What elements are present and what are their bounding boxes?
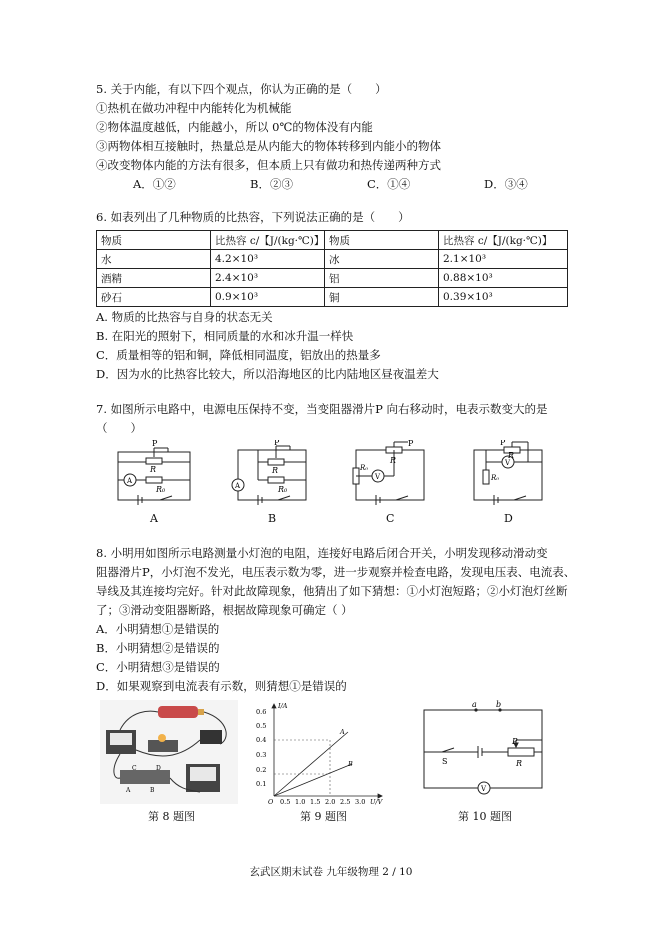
q5-option-d[interactable]: D．③④ — [484, 177, 528, 191]
table-cell: 0.88×10³ — [439, 269, 568, 288]
graph-ytick: 0.4 — [256, 736, 267, 744]
graph-xtick: 1.0 — [295, 798, 306, 806]
resistor-label-r: R — [508, 451, 515, 460]
slider-label-p: P — [408, 440, 414, 448]
q5-item-4: ④改变物体内能的方法有很多，但本质上只有做功和热传递两种方式 — [96, 158, 441, 172]
terminal-label-c: C — [132, 765, 137, 772]
table-cell: 2.4×10³ — [211, 269, 325, 288]
node-label-b: b — [496, 700, 502, 709]
table-cell: 铜 — [325, 288, 439, 307]
table-cell: 2.1×10³ — [439, 250, 568, 269]
circuit-diagram-a — [110, 440, 200, 510]
resistor-label-r0: R₀ — [156, 485, 166, 494]
q7-label-c: C — [386, 512, 395, 525]
graph-line-b-label: B — [348, 760, 353, 768]
q8-option-d[interactable]: D．如果观察到电流表有示数，则猜想①是错误的 — [96, 679, 347, 693]
graph-xtick: 2.0 — [325, 798, 336, 806]
voltmeter-icon: V — [505, 459, 511, 467]
q5-option-c[interactable]: C．①④ — [367, 177, 411, 191]
graph-origin: O — [268, 798, 274, 806]
circuit-diagram-c — [346, 440, 436, 510]
table-cell: 酒精 — [97, 269, 211, 288]
figure-9-graph — [256, 700, 388, 806]
table-cell: 冰 — [325, 250, 439, 269]
q7-label-b: B — [268, 512, 277, 525]
q7-stem-cont: （ ） — [96, 421, 142, 435]
q5-item-1: ①热机在做功冲程中内能转化为机械能 — [96, 101, 292, 115]
table-header-row — [97, 231, 568, 250]
q8-stem-line-1: 8. 小明用如图所示电路测量小灯泡的电阻，连接好电路后闭合开关，小明发现移动滑动变 — [96, 546, 548, 560]
resistor-label-r0: R₀ — [360, 464, 369, 472]
terminal-label-a: A — [126, 787, 131, 794]
q8-stem-line-3: 导线及其连接均完好。针对此故障现象，他猜出了如下猜想：①小灯泡短路；②小灯泡灯丝断 — [96, 584, 568, 598]
circuit-diagram-b — [228, 440, 318, 510]
figure-8-apparatus — [100, 700, 238, 804]
q6-stem: 6. 如表列出了几种物质的比热容，下列说法正确的是（ ） — [96, 210, 410, 224]
table-header-cell: 物质 — [97, 231, 211, 250]
voltmeter-icon: V — [375, 473, 381, 481]
page-footer: 玄武区期末试卷 九年级物理 2 / 10 — [249, 866, 413, 878]
slider-label-p: P — [152, 440, 158, 448]
specific-heat-table — [96, 230, 568, 307]
q5-item-3: ③两物体相互接触时，热量总是从内能大的物体转移到内能小的物体 — [96, 139, 441, 153]
q6-option-c[interactable]: C．质量相等的铝和铜，降低相同温度，铝放出的热量多 — [96, 348, 381, 362]
resistor-label-r0: R₀ — [278, 485, 288, 494]
table-row — [97, 269, 568, 288]
slider-label-p: P — [500, 440, 506, 447]
q7-label-a: A — [150, 512, 158, 525]
q8-option-c[interactable]: C．小明猜想③是错误的 — [96, 660, 220, 674]
ammeter-icon: A — [235, 482, 241, 490]
graph-ytick: 0.3 — [256, 751, 267, 759]
voltmeter-icon: V — [481, 785, 487, 793]
table-cell: 0.9×10³ — [211, 288, 325, 307]
slider-label-p: P — [274, 440, 280, 447]
q8-option-a[interactable]: A．小明猜想①是错误的 — [96, 622, 220, 636]
figure-10-caption: 第 10 题图 — [458, 810, 512, 823]
table-row — [97, 250, 568, 269]
table-header-cell: 比热容 c/【J/(kg·℃)】 — [439, 231, 568, 250]
resistor-label-r: R — [150, 465, 157, 474]
graph-ytick: 0.1 — [256, 780, 267, 788]
slider-label-p: P — [512, 737, 518, 746]
graph-ytick: 0.2 — [256, 766, 267, 774]
q5-item-2: ②物体温度越低，内能越小，所以 0℃的物体没有内能 — [96, 120, 373, 134]
q7-stem: 7. 如图所示电路中，电源电压保持不变，当变阻器滑片P 向右移动时，电表示数变大的是 — [96, 402, 548, 416]
graph-xtick: 1.5 — [310, 798, 321, 806]
table-cell: 水 — [97, 250, 211, 269]
table-cell: 铝 — [325, 269, 439, 288]
q5-option-b[interactable]: B．②③ — [250, 177, 293, 191]
node-label-a: a — [472, 700, 477, 709]
resistor-label-r: R — [272, 466, 279, 475]
graph-line-a-label: A — [340, 728, 345, 736]
table-cell: 0.39×10³ — [439, 288, 568, 307]
q5-option-a[interactable]: A．①② — [133, 177, 176, 191]
q6-option-b[interactable]: B. 在阳光的照射下，相同质量的水和冰升温一样快 — [96, 329, 354, 343]
q8-option-b[interactable]: B．小明猜想②是错误的 — [96, 641, 220, 655]
q7-label-d: D — [504, 512, 513, 525]
terminal-label-d: D — [156, 765, 161, 772]
figure-9-caption: 第 9 题图 — [300, 810, 347, 823]
q6-option-d[interactable]: D．因为水的比热容比较大，所以沿海地区的比内陆地区昼夜温差大 — [96, 367, 439, 381]
table-header-cell: 比热容 c/【J/(kg·℃)】 — [211, 231, 325, 250]
terminal-label-b: B — [150, 787, 155, 794]
q8-stem-line-2: 阻器滑片P，小灯泡不发光，电压表示数为零，进一步观察并检查电路，发现电压表、电流表、 — [96, 565, 576, 579]
table-header-cell: 物质 — [325, 231, 439, 250]
resistor-label-r0: R₀ — [491, 474, 500, 482]
figure-10-circuit — [416, 700, 550, 804]
table-row — [97, 288, 568, 307]
graph-xtick: 3.0 — [355, 798, 366, 806]
table-cell: 4.2×10³ — [211, 250, 325, 269]
q8-stem-line-4: 了；③滑动变阻器断路，根据故障现象可确定（ ） — [96, 603, 353, 617]
graph-ytick: 0.6 — [256, 708, 267, 716]
resistor-label-r: R — [516, 759, 523, 768]
table-cell: 砂石 — [97, 288, 211, 307]
graph-xtick: 2.5 — [340, 798, 351, 806]
graph-ytick: 0.5 — [256, 722, 267, 730]
graph-ylabel: I/A — [278, 702, 288, 710]
figure-8-caption: 第 8 题图 — [148, 810, 195, 823]
graph-xtick: 0.5 — [280, 798, 291, 806]
ammeter-icon: A — [127, 477, 133, 485]
resistor-label-r: R — [390, 456, 397, 465]
graph-xlabel: U/V — [370, 798, 383, 806]
q6-option-a[interactable]: A. 物质的比热容与自身的状态无关 — [96, 310, 273, 324]
q5-stem: 5. 关于内能，有以下四个观点，你认为正确的是（ ） — [96, 82, 387, 96]
switch-label-s: S — [442, 757, 448, 766]
circuit-diagram-d — [464, 440, 554, 510]
